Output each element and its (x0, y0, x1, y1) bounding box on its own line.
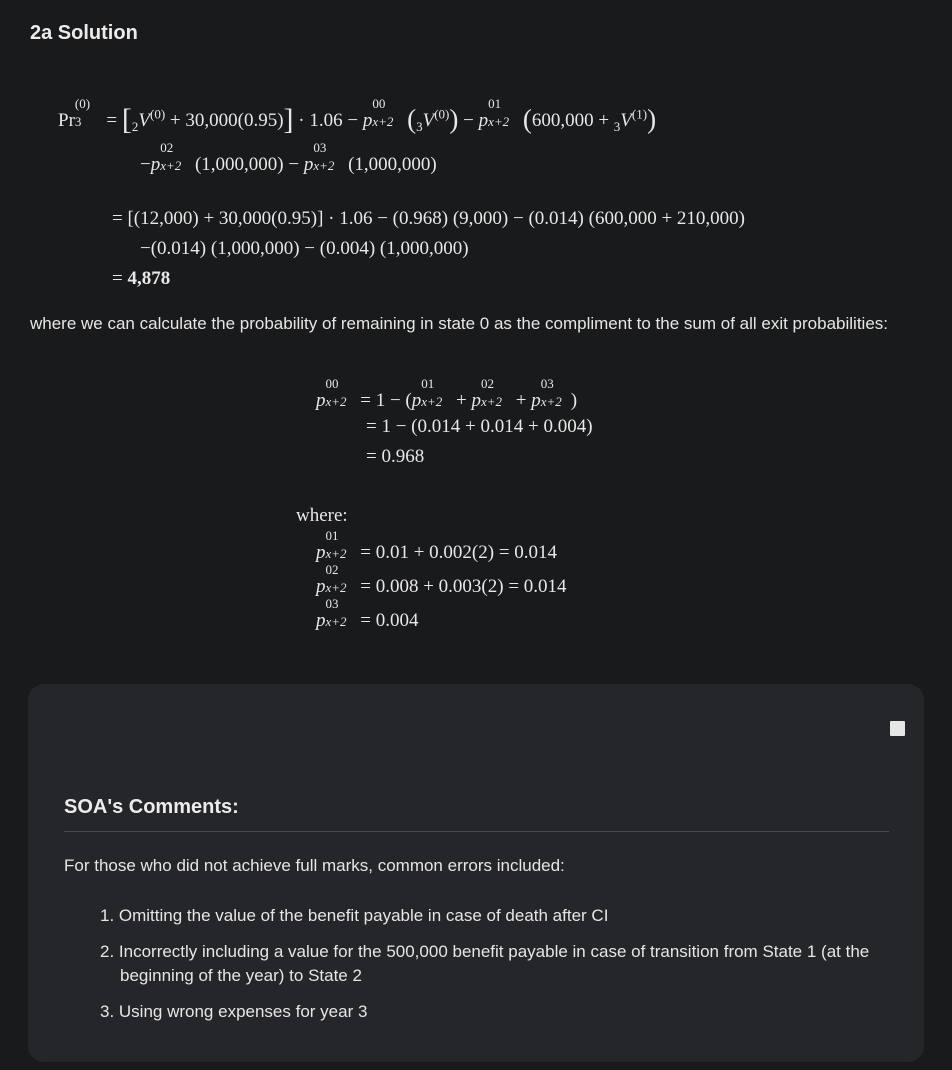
where-label: where: (296, 505, 348, 526)
section-heading: 2a Solution (30, 22, 138, 44)
equation-line-4: −(0.014) (1,000,000) − (0.004) (1,000,000) (140, 238, 469, 259)
where-line-1: p 01 x+2 = 0.01 + 0.002(2) = 0.014 (316, 528, 558, 563)
p00-line-3: = 0.968 (366, 446, 425, 467)
list-item: 3. Using wrong expenses for year 3 (100, 1002, 368, 1021)
where-line-2: p 02 x+2 = 0.008 + 0.003(2) = 0.014 (316, 562, 567, 597)
comments-intro: For those who did not achieve full marks, common errors included: (64, 856, 565, 875)
equation-line-3: = [(12,000) + 30,000(0.95)] · 1.06 − (0.968) (9,000) − (0.014) (600,000 + 210,000) (112, 208, 745, 229)
list-item: 2. Incorrectly including a value for the 500,000 benefit payable in case of transition from State 1 (at the beginning of the year) to State 2 (100, 942, 870, 985)
comments-title: SOA's Comments: (64, 796, 239, 818)
equation-result: = 4,878 (112, 268, 171, 289)
p00-line-2: = 1 − (0.014 + 0.014 + 0.004) (366, 416, 593, 437)
explanation-paragraph: where we can calculate the probability of remaining in state 0 as the compliment to the sum of all exit probabilities: (30, 314, 889, 333)
equation-line-2: −p 02 x+2 (1,000,000) − p 03 x+2 (1,000,000) (140, 140, 437, 175)
comments-card (28, 684, 924, 1062)
error-list (100, 904, 890, 1036)
equation-line-1: Pr (0) 3 = $[_2V^{(0)} + 30,000(0.95)] \cdot 1.06 - p$ 00 x+2 $(_3V^{(0)}) - p$ 01 x+2 $(600,000 + _3V^{(1)})$ (58, 96, 657, 136)
where-line-3: p 03 x+2 = 0.004 (316, 596, 419, 631)
divider (64, 831, 889, 832)
list-item: 1. Omitting the value of the benefit payable in case of death after CI (100, 906, 609, 925)
p00-line-1: p 00 x+2 = 1 − (p 01 x+2 + p 02 x+2 + p 03 x+2 ) (316, 376, 578, 411)
stop-icon[interactable] (890, 721, 905, 736)
